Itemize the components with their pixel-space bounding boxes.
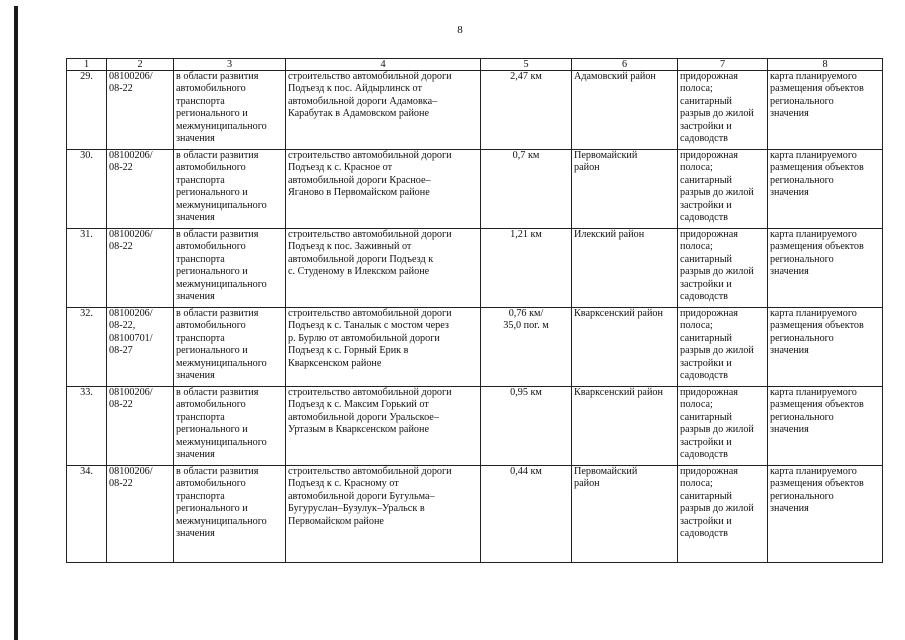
row-area: в области развития автомобильного транспорта регионального и межмуниципального значения [174, 466, 286, 563]
row-number: 32. [67, 308, 107, 387]
row-length: 0,76 км/ 35,0 пог. м [481, 308, 572, 387]
header-row [67, 59, 883, 71]
table-row [67, 387, 883, 466]
row-district: Первомайский район [572, 466, 678, 563]
row-code: 08100206/ 08-22 [107, 387, 174, 466]
data-table [66, 58, 883, 563]
table-row [67, 308, 883, 387]
row-number: 30. [67, 150, 107, 229]
row-zone: придорожная полоса; санитарный разрыв до жилой застройки и садоводств [678, 387, 768, 466]
row-code: 08100206/ 08-22 [107, 229, 174, 308]
page-number: 8 [457, 24, 463, 36]
row-code: 08100206/ 08-22 [107, 150, 174, 229]
row-zone: придорожная полоса; санитарный разрыв до жилой застройки и садоводств [678, 150, 768, 229]
header-cell: 1 [67, 59, 107, 71]
header-cell: 6 [572, 59, 678, 71]
row-number: 31. [67, 229, 107, 308]
row-zone: придорожная полоса; санитарный разрыв до жилой застройки и садоводств [678, 229, 768, 308]
row-area: в области развития автомобильного транспорта регионального и межмуниципального значения [174, 71, 286, 150]
row-area: в области развития автомобильного транспорта регионального и межмуниципального значения [174, 387, 286, 466]
row-zone: придорожная полоса; санитарный разрыв до жилой застройки и садоводств [678, 71, 768, 150]
header-cell: 4 [286, 59, 481, 71]
row-number: 29. [67, 71, 107, 150]
row-code: 08100206/ 08-22, 08100701/ 08-27 [107, 308, 174, 387]
row-district: Кварксенский район [572, 308, 678, 387]
header-cell: 5 [481, 59, 572, 71]
row-description: строительство автомобильной дороги Подъезд к с. Красное от автомобильной дороги Красное– Яганово в Первомайском районе [286, 150, 481, 229]
row-map: карта планируемого размещения объектов регионального значения [768, 387, 883, 466]
header-cell: 3 [174, 59, 286, 71]
row-district: Кварксенский район [572, 387, 678, 466]
row-map: карта планируемого размещения объектов регионального значения [768, 308, 883, 387]
header-cell: 7 [678, 59, 768, 71]
row-area: в области развития автомобильного транспорта регионального и межмуниципального значения [174, 308, 286, 387]
row-length: 0,95 км [481, 387, 572, 466]
row-map: карта планируемого размещения объектов регионального значения [768, 229, 883, 308]
row-description: строительство автомобильной дороги Подъезд к пос. Заживный от автомобильной дороги Подъезд к с. Студеному в Илекском районе [286, 229, 481, 308]
row-length: 0,7 км [481, 150, 572, 229]
page-edge-bar [14, 6, 18, 640]
row-code: 08100206/ 08-22 [107, 71, 174, 150]
row-district: Адамовский район [572, 71, 678, 150]
row-description: строительство автомобильной дороги Подъезд к пос. Айдырлинск от автомобильной дороги Адамовка– Карабутак в Адамовском районе [286, 71, 481, 150]
header-cell: 8 [768, 59, 883, 71]
row-area: в области развития автомобильного транспорта регионального и межмуниципального значения [174, 229, 286, 308]
row-area: в области развития автомобильного транспорта регионального и межмуниципального значения [174, 150, 286, 229]
table-row [67, 229, 883, 308]
row-district: Илекский район [572, 229, 678, 308]
row-length: 0,44 км [481, 466, 572, 563]
row-map: карта планируемого размещения объектов регионального значения [768, 150, 883, 229]
table-row [67, 71, 883, 150]
row-description: строительство автомобильной дороги Подъезд к с. Красному от автомобильной дороги Бугульма– Бугуруслан–Бузулук–Уральск в Первомайском районе [286, 466, 481, 563]
row-description: строительство автомобильной дороги Подъезд к с. Максим Горький от автомобильной дороги Уральское– Уртазым в Кварксенском районе [286, 387, 481, 466]
row-number: 34. [67, 466, 107, 563]
row-length: 2,47 км [481, 71, 572, 150]
row-length: 1,21 км [481, 229, 572, 308]
table-row [67, 466, 883, 563]
row-map: карта планируемого размещения объектов регионального значения [768, 466, 883, 563]
row-zone: придорожная полоса; санитарный разрыв до жилой застройки и садоводств [678, 308, 768, 387]
row-map: карта планируемого размещения объектов регионального значения [768, 71, 883, 150]
header-cell: 2 [107, 59, 174, 71]
table-row [67, 150, 883, 229]
row-zone: придорожная полоса; санитарный разрыв до жилой застройки и садоводств [678, 466, 768, 563]
row-description: строительство автомобильной дороги Подъезд к с. Таналык с мостом через р. Бурлю от автомобильной дороги Подъезд к с. Горный Ерик в Кварксенском районе [286, 308, 481, 387]
row-district: Первомайский район [572, 150, 678, 229]
row-code: 08100206/ 08-22 [107, 466, 174, 563]
row-number: 33. [67, 387, 107, 466]
